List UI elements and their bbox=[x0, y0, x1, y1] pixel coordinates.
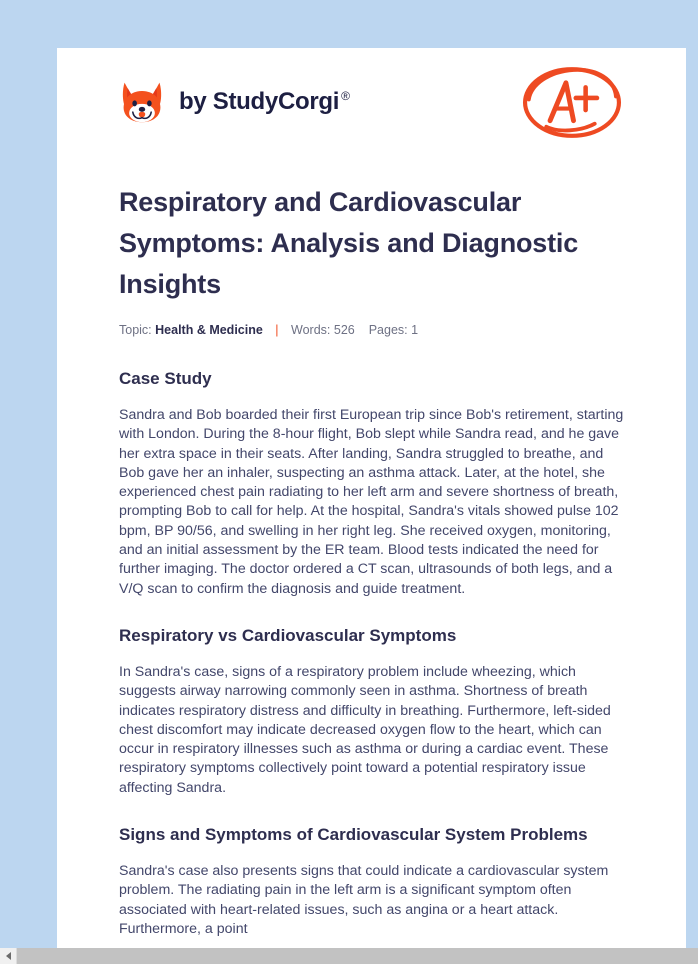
corgi-mascot-icon bbox=[119, 79, 165, 125]
brand-header bbox=[119, 48, 625, 151]
topic-value[interactable]: Health & Medicine bbox=[155, 323, 263, 337]
scrollbar-thumb[interactable] bbox=[17, 948, 698, 964]
chevron-left-icon bbox=[6, 952, 11, 960]
scroll-left-button[interactable] bbox=[0, 948, 17, 964]
words-value: 526 bbox=[333, 323, 355, 337]
brand-name: StudyCorgi bbox=[212, 88, 340, 115]
words-label: Words: bbox=[291, 323, 331, 337]
document-meta bbox=[119, 323, 625, 337]
scrollbar-track[interactable] bbox=[17, 948, 698, 964]
registered-trademark-icon: ® bbox=[341, 89, 350, 103]
document-content bbox=[57, 48, 686, 939]
page-title: Respiratory and Cardiovascular Symptoms: Analysis and Diagnostic Insights bbox=[119, 187, 579, 299]
brand-prefix: by bbox=[179, 88, 213, 115]
horizontal-scrollbar[interactable] bbox=[0, 948, 698, 964]
section-heading-respiratory-vs-cardiovascular: Respiratory vs Cardiovascular Symptoms bbox=[119, 625, 457, 645]
pages-value: 1 bbox=[411, 323, 419, 337]
topic-label: Topic: bbox=[119, 323, 152, 337]
pages-label: Pages: bbox=[368, 323, 408, 337]
a-plus-grade-icon bbox=[519, 63, 625, 142]
section-body-cardiovascular-signs: Sandra's case also presents signs that could indicate a cardiovascular system problem. The radiating pain in the left arm is a significant symptom often associated with heart-related issues, such as angina or a heart attack. Furthermore, a point bbox=[119, 863, 609, 937]
brand-wordmark bbox=[179, 90, 350, 114]
brand-logo-group[interactable] bbox=[119, 79, 350, 125]
document-sheet bbox=[57, 48, 686, 948]
section-body-case-study: Sandra and Bob boarded their first European trip since Bob's retirement, starting with London. During the 8-hour flight, Bob slept while Sandra read, and he gave her extra space in their seats. After landing, Sandra struggled to breathe, and Bob gave her an inhaler, suspecting an asthma attack. Later, at the hotel, she experienced chest pain radiating to her left arm and severe shortness of breath, prompting Bob to call for help. At the hospital, Sandra's vitals showed pulse 102 bpm, BP 90/56, and swelling in her right leg. She received oxygen, monitoring, and an initial assessment by the ER team. Blood tests indicated the need for further imaging. The doctor ordered a CT scan, ultrasounds of both legs, and a V/Q scan to confirm the diagnosis and guide treatment. bbox=[119, 407, 624, 597]
section-heading-case-study: Case Study bbox=[119, 369, 212, 388]
section-body-respiratory-vs-cardiovascular: In Sandra's case, signs of a respiratory problem include wheezing, which suggests airway narrowing commonly seen in asthma. Shortness of breath indicates respiratory distress and difficulty in breathing. Furthermore, left-sided chest discomfort may indicate decreased oxygen flow to the heart, which can occur in respiratory illnesses such as asthma or during a cardiac event. These respiratory symptoms collectively point toward a potential respiratory issue affecting Sandra. bbox=[119, 663, 611, 796]
meta-separator: | bbox=[275, 323, 279, 337]
section-heading-cardiovascular-signs: Signs and Symptoms of Cardiovascular System Problems bbox=[119, 825, 588, 845]
